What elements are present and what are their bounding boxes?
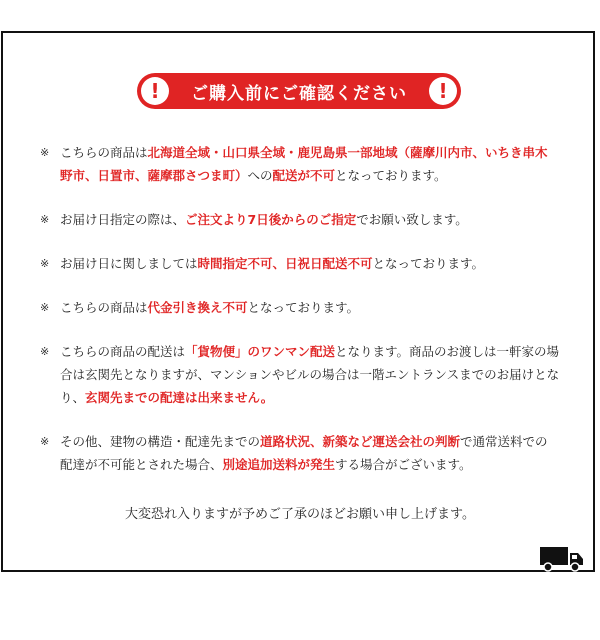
note-item: [40, 141, 560, 187]
note-segment: となります。商品のお渡しは一軒家の場合は玄関先となりますが、マンションやビルの場合は一階エントランスまでのお届けとなり、: [60, 344, 560, 405]
note-highlight: 道路状況、新築など運送会社の判断: [260, 434, 461, 449]
note-segment: となっております。: [372, 256, 485, 271]
note-item: [40, 430, 560, 476]
note-item: [40, 252, 560, 275]
note-segment: こちらの商品の配送は: [60, 344, 186, 359]
exclamation-icon: !: [141, 77, 169, 105]
note-text: [60, 252, 560, 275]
note-highlight: 別途追加送料が発生: [222, 457, 336, 472]
note-highlight: ご注文より7日後からのご指定: [185, 212, 357, 227]
note-segment: こちらの商品は: [60, 145, 148, 160]
note-text: [60, 208, 560, 231]
note-segment: となっております。: [335, 168, 447, 183]
note-highlight: 玄関先までの配達は出来ません。: [85, 390, 274, 405]
note-mark: ※: [40, 146, 50, 159]
exclamation-icon: !: [429, 77, 457, 105]
note-mark: ※: [40, 213, 50, 226]
note-mark: ※: [40, 435, 50, 448]
note-segment: する場合がございます。: [335, 457, 472, 472]
note-highlight: 代金引き換え不可: [147, 300, 248, 315]
note-mark: ※: [40, 301, 50, 314]
note-text: [60, 296, 560, 319]
note-text: [60, 430, 560, 476]
note-segment: お届け日に関しましては: [60, 256, 198, 271]
note-text: [60, 141, 560, 187]
closing-message: 大変恐れ入りますが予めご了承のほどお願い申し上げます。: [125, 507, 475, 522]
note-highlight: 北海道全域・山口県全域・鹿児島県一部地域（薩摩川内市、いちき串木野市、日置市、薩摩郡さつま町）: [60, 145, 548, 183]
note-segment: その他、建物の構造・配達先までの: [60, 434, 261, 449]
note-highlight: 「貨物便」のワンマン配送: [185, 344, 336, 359]
note-item: [40, 340, 560, 409]
note-highlight: 配送が不可: [272, 168, 336, 183]
note-item: [40, 208, 560, 231]
note-highlight: 時間指定不可、日祝日配送不可: [197, 256, 373, 271]
note-segment: お届け日指定の際は、: [60, 212, 186, 227]
note-text: [60, 340, 560, 409]
note-segment: となっております。: [247, 300, 360, 315]
note-mark: ※: [40, 345, 50, 358]
note-segment: で通常送料での配達が不可能とされた場合、: [60, 434, 548, 472]
banner-title: ご購入前にご確認ください: [191, 83, 407, 104]
note-segment: こちらの商品は: [60, 300, 148, 315]
note-segment: への: [247, 168, 273, 183]
notice-list: [40, 141, 560, 497]
note-item: [40, 296, 560, 319]
truck-icon: [540, 545, 584, 577]
note-segment: でお願い致します。: [356, 212, 468, 227]
notice-banner: [137, 73, 461, 109]
note-mark: ※: [40, 257, 50, 270]
